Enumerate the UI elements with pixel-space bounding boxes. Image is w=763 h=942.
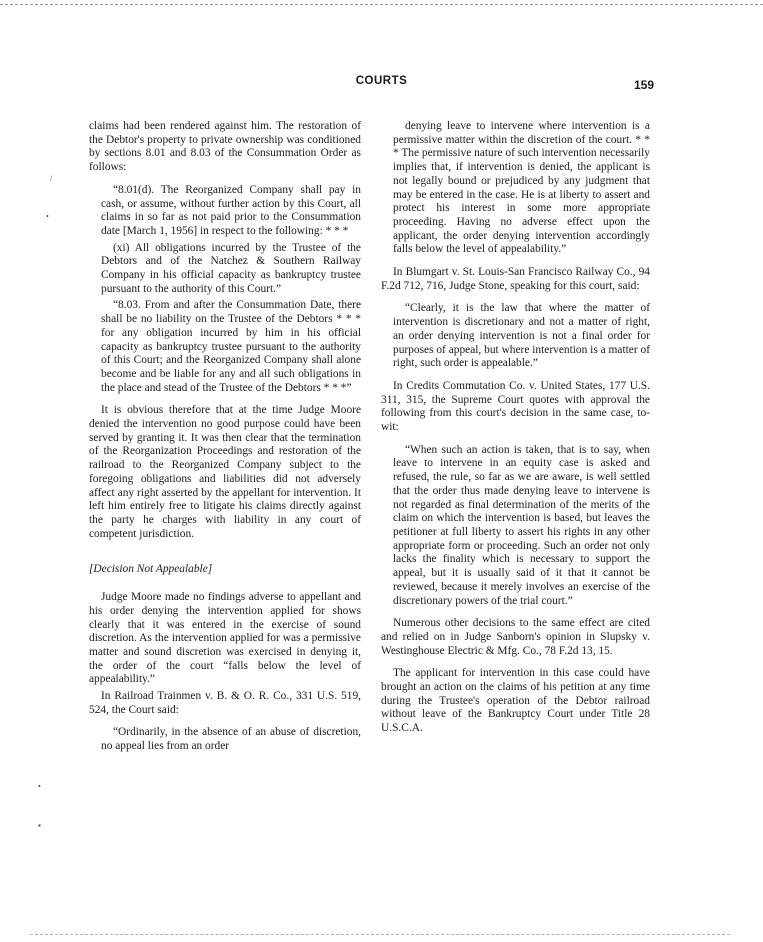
paragraph: In Credits Commutation Co. v. United States, 177 U.S. 311, 315, the Supreme Court quotes with approval the following from this court's decision in the same case, to-wit:	[381, 379, 650, 434]
paragraph: The applicant for intervention in this case could have brought an action on the claims of his petition at any time during the Trustee's operation of the Debtor railroad without leave of the Bankruptcy Court under Title 28 U.S.C.A.	[381, 667, 650, 735]
margin-mark: •	[46, 212, 49, 221]
paragraph: “When such an action is taken, that is to say, when leave to intervene in an equity case is asked and refused, the rule, so far as we are aware, is well settled that the order thus made denying leave to intervene is not regarded as final determination of the merits of the claim on which the intervention is based, but leaves the petitioner at full liberty to assert his rights in any other appropriate form or proceeding. Such an order not only lacks the finality which is necessary to support the appeal, but it is usually said of it that it cannot be reviewed, because it merely involves an exercise of the discretionary powers of the trial court.”	[393, 443, 650, 607]
paragraph: In Blumgart v. St. Louis-San Francisco Railway Co., 94 F.2d 712, 716, Judge Stone, speaking for this court, said:	[381, 266, 650, 292]
paragraph: “Ordinarily, in the absence of an abuse of discretion, no appeal lies from an order	[101, 726, 361, 753]
section-heading: [Decision Not Appealable]	[89, 563, 213, 576]
paragraph: denying leave to intervene where intervention is a permissive matter within the discretion of the court. * * * The permissive nature of such intervention necessarily implies that, if intervention is denied, the applicant is not legally bound or prejudiced by any judgment that may be entered in the case. He is at liberty to assert and protect his interest in some more appropriate proceeding. Having no adverse effect upon the applicant, the order denying intervention accordingly falls below the level of appealability.”	[393, 120, 650, 256]
margin-mark: /	[50, 174, 53, 183]
paragraph: claims had been rendered against him. The restoration of the Debtor's property to private ownership was conditioned by sections 8.01 and 8.03 of the Consummation Order as follows:	[89, 120, 361, 174]
paragraph: Judge Moore made no findings adverse to appellant and his order denying the intervention applied for shows clearly that it was entered in the exercise of sound discretion. As the intervention applied for was a permissive matter and sound discretion was exercised in denying it, the order of the court “falls below the level of appealability.”	[89, 591, 361, 686]
running-header: COURTS	[355, 75, 408, 87]
paragraph: Numerous other decisions to the same effect are cited and relied on in Judge Sanborn's opinion in Slupsky v. Westinghouse Electric & Mfg. Co., 78 F.2d 13, 15.	[381, 617, 650, 657]
top-dashed-border	[0, 4, 763, 5]
paragraph: It is obvious therefore that at the time Judge Moore denied the intervention no good purpose could have been served by granting it. It was then clear that the termination of the Reorganization Proceedings and restoration of the railroad to the Reorganized Company subject to the foregoing obligations and liabilities did not adversely affect any right asserted by the appellant for intervention. It left him entirely free to litigate his claims directly against the party he charges with liability in any court of competent jurisdiction.	[89, 404, 361, 540]
right-column	[381, 120, 650, 745]
paragraph: (xi) All obligations incurred by the Trustee of the Debtors and of the Natchez & Southern Railway Company in his official capacity as bankruptcy trustee pursuant to the authority of this Court.”	[101, 241, 361, 295]
left-column	[89, 120, 361, 763]
paragraph: “8.01(d). The Reorganized Company shall pay in cash, or assume, without further action by this Court, all claims in so far as not paid prior to the Consummation date [March 1, 1956] in respect to the following: * * *	[101, 183, 361, 237]
paragraph: In Railroad Trainmen v. B. & O. R. Co., 331 U.S. 519, 524, the Court said:	[89, 690, 361, 716]
paragraph: “Clearly, it is the law that where the matter of intervention is discretionary and not a matter of right, an order denying intervention is not a final order for purposes of appeal, but where intervention is a matter of right, such order is appealable.”	[393, 302, 650, 370]
margin-mark: ▪	[38, 821, 41, 830]
bottom-dashed-border	[30, 934, 730, 935]
margin-mark: •	[38, 782, 41, 791]
page-number: 159	[634, 78, 655, 92]
paragraph: “8.03. From and after the Consummation Date, there shall be no liability on the Trustee of the Debtors * * * for any obligation incurred by him in his official capacity as bankruptcy trustee pursuant to the authority of this Court; and the Reorganized Company shall alone become and be liable for any and all such obligations in the place and stead of the Trustee of the Debtors * * *”	[101, 299, 361, 394]
